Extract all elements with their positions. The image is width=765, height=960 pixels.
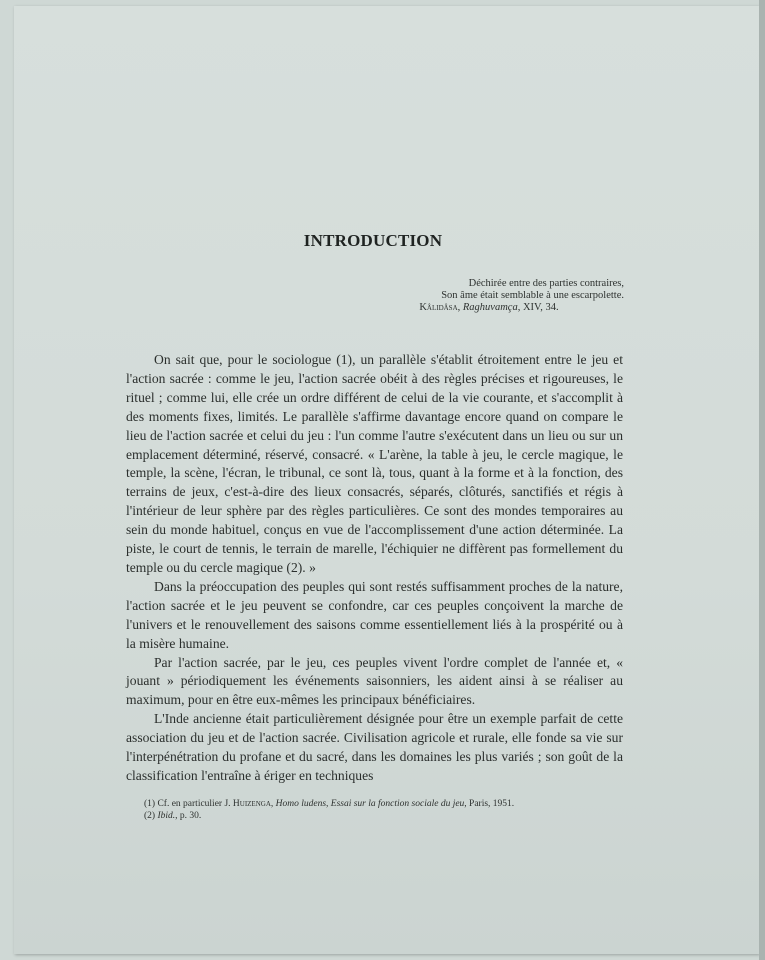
footnote-2-prefix: (2) (144, 811, 158, 821)
page-title: INTRODUCTION (303, 231, 443, 250)
paragraph-3: Par l'action sacrée, par le jeu, ces peuples vivent l'ordre complet de l'année et, « jouant » périodiquement les événements saisonniers, les aident ainsi à se réaliser au maximum, pour en être eux-mêmes les principaux bénéficiaires. (126, 654, 623, 708)
footnote-1-suffix: , Paris, 1951. (464, 799, 515, 809)
footnote-1 (144, 798, 624, 810)
epigraph-line-2: Son âme était semblable à une escarpolette. (441, 290, 624, 301)
paragraph-4: L'Inde ancienne était particulièrement désignée pour être un exemple parfait de cette association du jeu et de l'action sacrée. Civilisation agricole et rurale, elle fonde sa vie sur l'interpénétration du profane et du sacré, dans les domaines les plus variés ; son goût de la classification l'entraîne à ériger en techniques (126, 711, 623, 783)
footnote-2-suffix: , p. 30. (175, 811, 202, 821)
epigraph-reference: , XIV, 34. (517, 302, 559, 313)
epigraph-source: Kâlidâsa, Raghuvamça, XIV, 34. (419, 302, 559, 313)
footnote-1-separator: , (270, 799, 276, 809)
epigraph-work: Raghuvamça (462, 302, 518, 313)
paragraph-1: On sait que, pour le sociologue (1), un parallèle s'établit étroitement entre le jeu et l'action sacrée : comme le jeu, l'action sacrée obéit à des règles précises et rigoureuses, le rituel ; comme lui, elle crée un ordre différent de celui de la vie courante, et s'accomplit à des moments fixes, limités. Le parallèle s'affirme davantage encore quand on compare le lieu de l'action sacrée et celui du jeu : l'un comme l'autre s'exécutent dans un lieu ou sur un emplacement déterminé, réservé, consacré. « L'arène, la table à jeu, le cercle magique, le temple, la scène, l'écran, le tribunal, ce sont là, tous, quant à la forme et à la fonction, des terrains de jeux, c'est-à-dire des lieux consacrés, séparés, clôturés, sanctifiés et régis à l'intérieur de leur sphère par des règles particulières. Ce sont des mondes temporaires au sein du monde habituel, conçus en vue de l'accomplissement d'une action déterminée. La piste, le court de tennis, le terrain de marelle, l'échiquier ne diffèrent pas formellement du temple ou du cercle magique (2). » (126, 352, 623, 575)
book-page (14, 6, 759, 954)
footnote-1-title: Homo ludens, Essai sur la fonction sociale du jeu (275, 799, 465, 809)
footnote-2 (144, 810, 624, 822)
footnotes (144, 798, 624, 822)
epigraph-author: Kâlidâsa (419, 302, 458, 313)
epigraph (314, 278, 624, 314)
footnote-1-prefix: (1) Cf. en particulier J. (144, 799, 233, 809)
epigraph-line-1: Déchirée entre des parties contraires, (468, 278, 624, 289)
footnote-2-ibid: Ibid. (157, 811, 176, 821)
paragraph-2: Dans la préoccupation des peuples qui sont restés suffisamment proches de la nature, l'action sacrée et le jeu peuvent se confondre, car ces peuples conçoivent la marche de l'univers et le renouvellement des saisons comme essentiellement liés à la prospérité ou à la misère humaine. (126, 578, 623, 651)
page-edge (759, 0, 765, 960)
body-text (126, 351, 623, 786)
footnote-1-author: Huizenga (232, 799, 271, 809)
